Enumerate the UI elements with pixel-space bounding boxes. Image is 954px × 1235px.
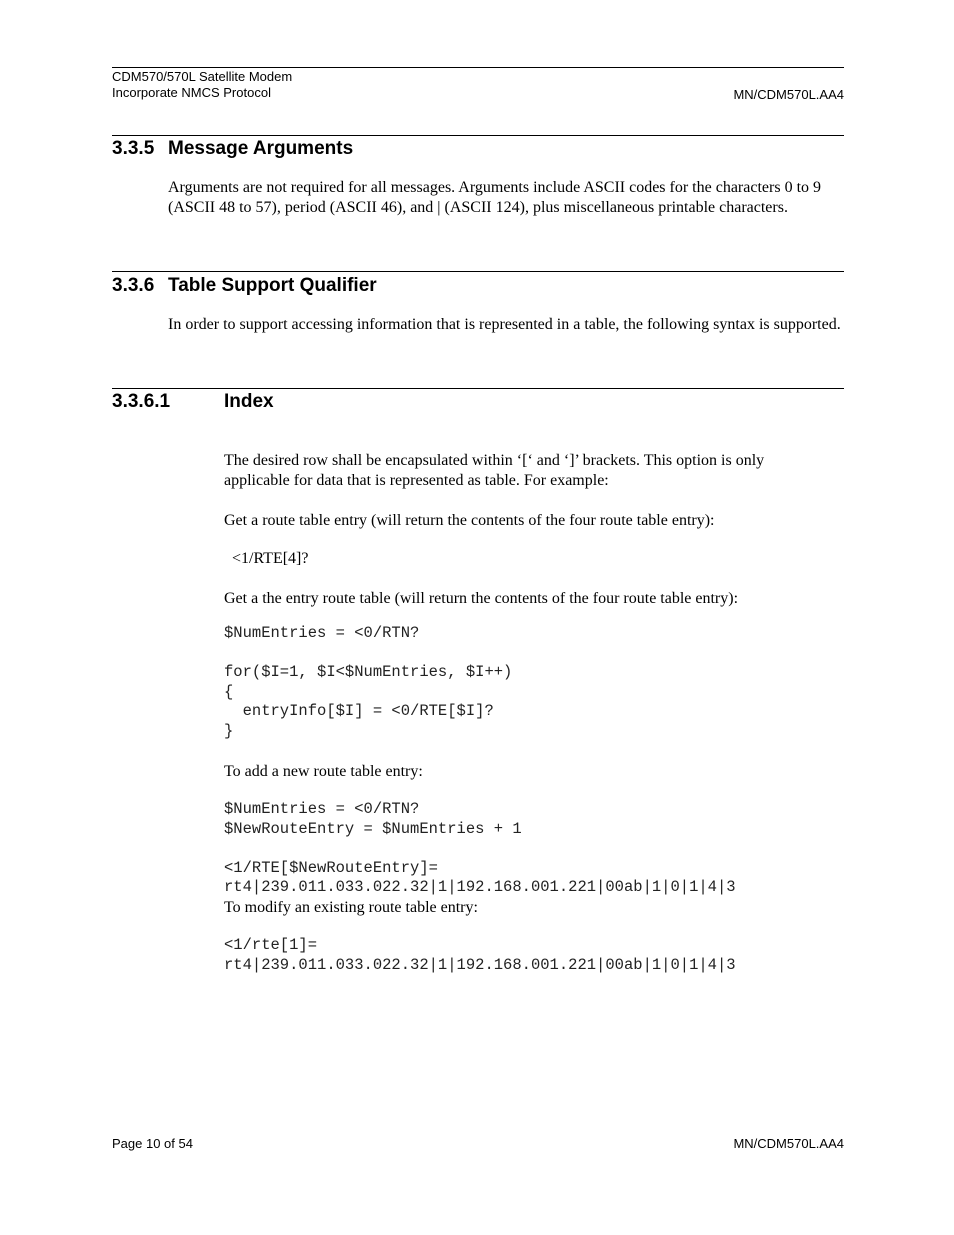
code-block-iterate: $NumEntries = <0/RTN? for($I=1, $I<$NumEntries, $I++) { entryInfo[$I] = <0/RTE[$I]? } xyxy=(224,624,513,740)
paragraph: The desired row shall be encapsulated within ‘[‘ and ‘]’ brackets. This option is only applicable for data that is represented as table. For example: xyxy=(224,452,765,489)
subsection-heading xyxy=(112,391,274,413)
section-rule xyxy=(112,271,844,272)
subsection-number: 3.3.6.1 xyxy=(112,391,171,412)
section-title: Table Support Qualifier xyxy=(168,275,377,296)
section-heading xyxy=(112,138,353,160)
section-rule xyxy=(112,388,844,389)
paragraph: Get a route table entry (will return the contents of the four route table entry): xyxy=(224,512,715,529)
header-subtitle: Incorporate NMCS Protocol xyxy=(112,85,271,100)
page-header xyxy=(112,69,844,101)
paragraph: Get a the entry route table (will return the contents of the four route table entry): xyxy=(224,590,739,607)
paragraph: To modify an existing route table entry: xyxy=(224,899,478,916)
page-number: Page 10 of 54 xyxy=(112,1136,193,1151)
header-product: CDM570/570L Satellite Modem xyxy=(112,69,293,84)
section-body: In order to support accessing information that is represented in a table, the following syntax is supported. xyxy=(168,316,841,333)
section-title: Message Arguments xyxy=(168,138,354,159)
page-footer xyxy=(112,1136,844,1151)
footer-doc-id: MN/CDM570L.AA4 xyxy=(733,1136,844,1151)
header-top-rule xyxy=(112,67,844,68)
example-command: <1/RTE[4]? xyxy=(224,550,309,567)
code-block-modify: <1/rte[1]= rt4|239.011.033.022.32|1|192.168.001.221|00ab|1|0|1|4|3 xyxy=(224,936,736,974)
section-number: 3.3.5 xyxy=(112,138,155,159)
section-heading xyxy=(112,275,377,297)
section-rule xyxy=(112,135,844,136)
header-doc-id: MN/CDM570L.AA4 xyxy=(733,87,844,102)
section-number: 3.3.6 xyxy=(112,275,155,296)
code-block-add: $NumEntries = <0/RTN? $NewRouteEntry = $NumEntries + 1 <1/RTE[$NewRouteEntry]= rt4|239.011.033.022.32|1|192.168.001.221|00ab|1|0|1|4|3 xyxy=(224,800,736,896)
subsection-title: Index xyxy=(224,391,274,412)
section-body: Arguments are not required for all messages. Arguments include ASCII codes for the characters 0 to 9 (ASCII 48 to 57), period (ASCII 46), and | (ASCII 124), plus miscellaneous printable characters. xyxy=(168,179,822,216)
paragraph: To add a new route table entry: xyxy=(224,763,423,780)
